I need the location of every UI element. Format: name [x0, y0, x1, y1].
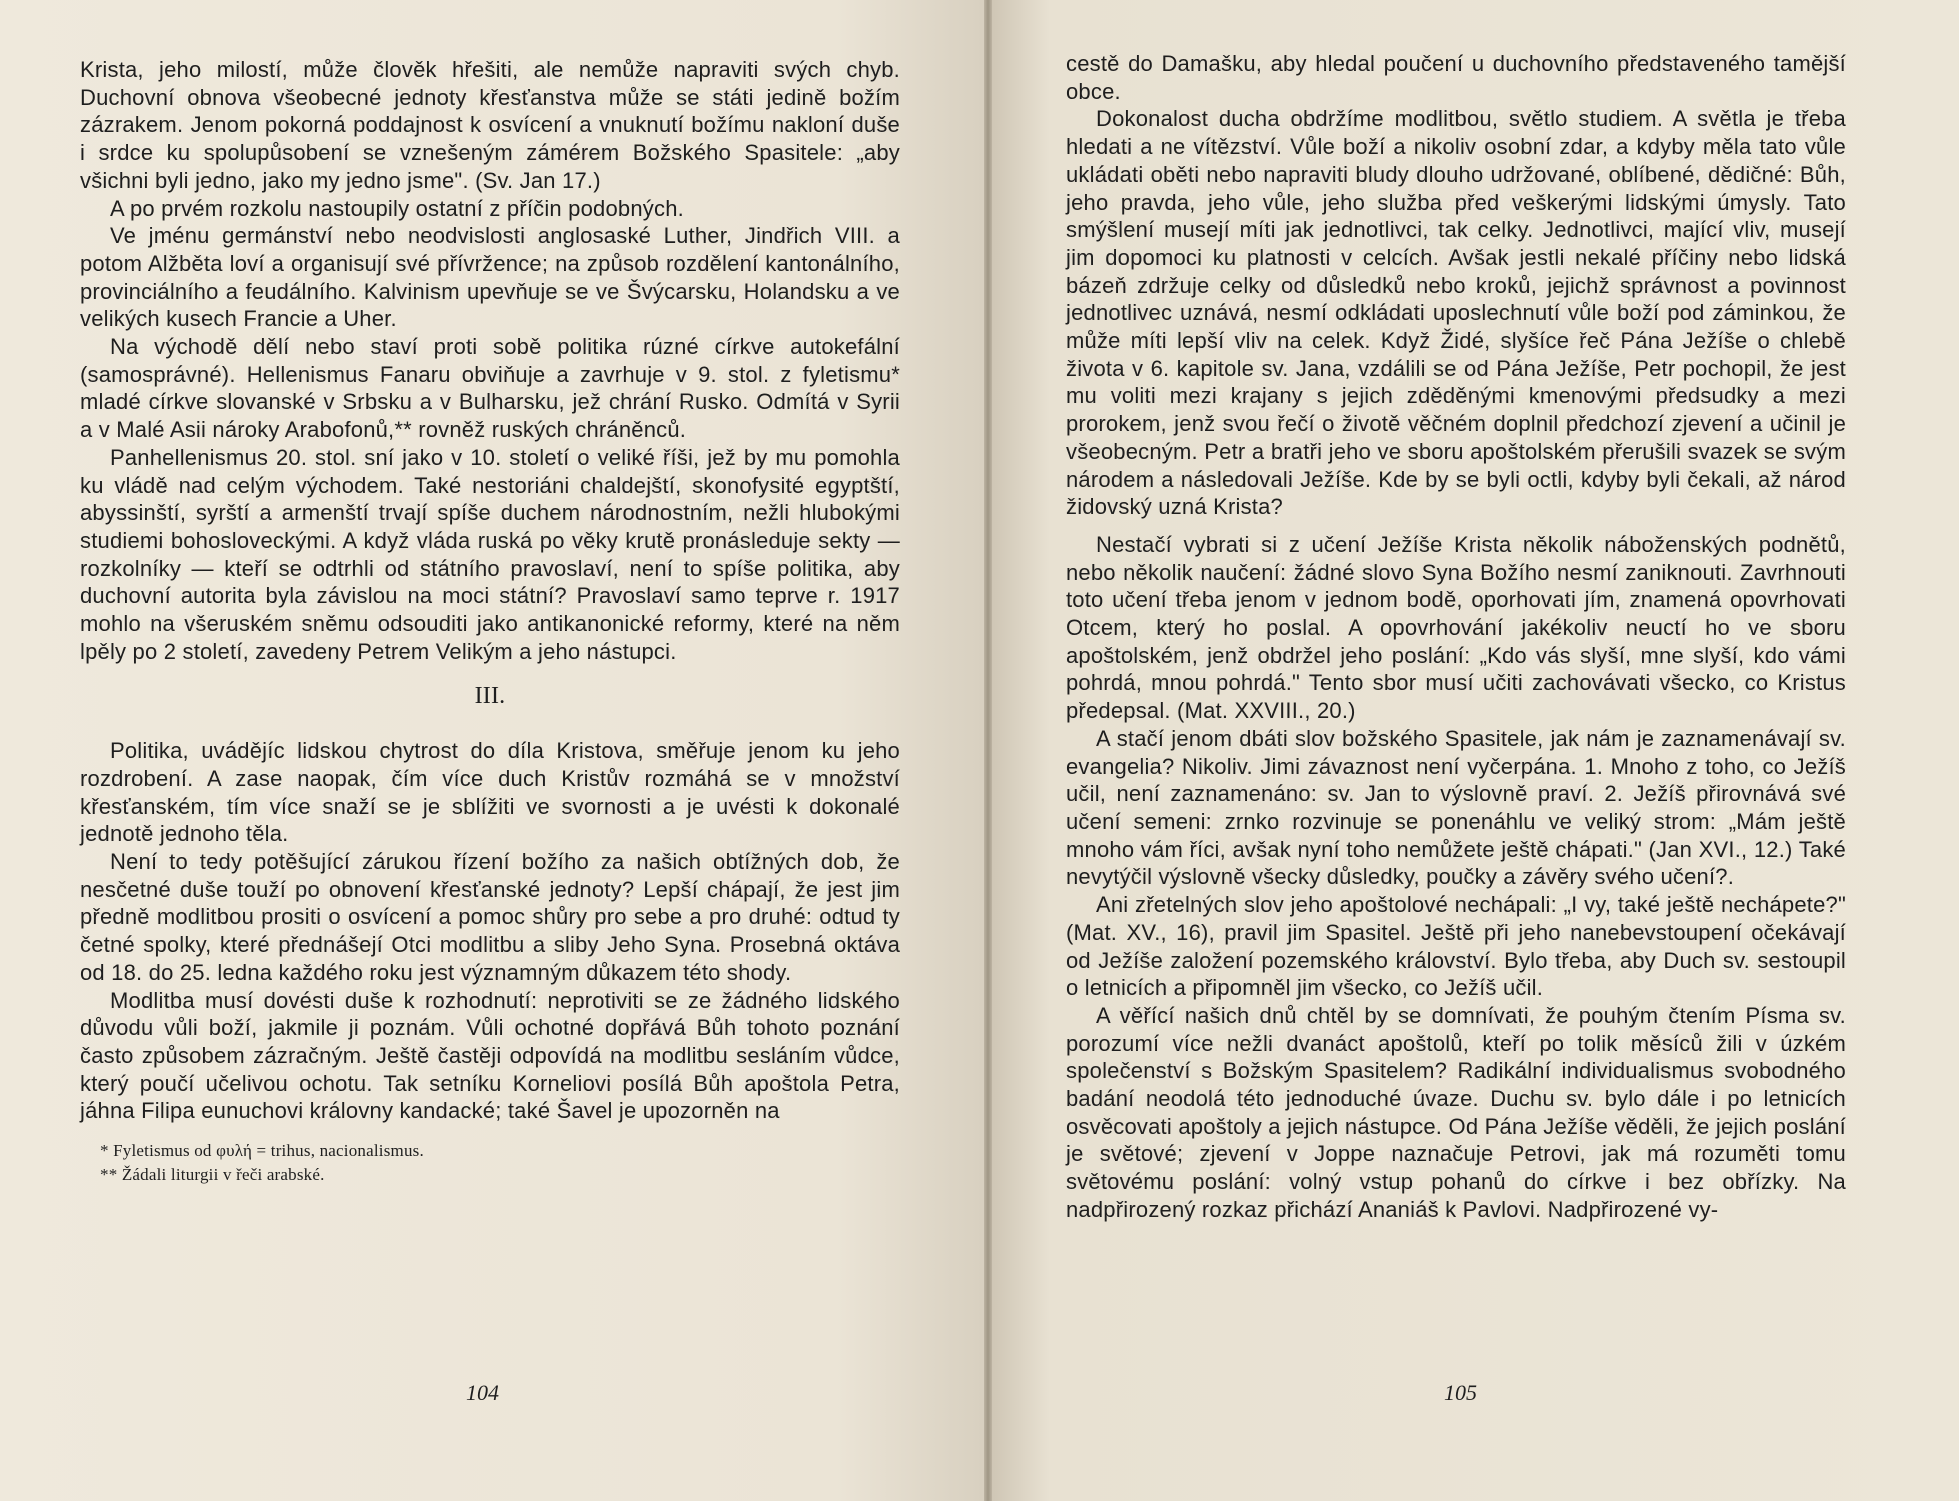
- paragraph: Nestačí vybrati si z učení Ježíše Krista několik náboženských podnětů, nebo několik naučení: žádné slovo Syna Božího nesmí zaniknouti. Zavrhnouti toto učení třeba jenom v jednom bodě, oporhovati jím, znamená opovrhovati Otcem, který ho poslal. A opovrhování jakékoliv neuctí ho ve sboru apoštolském, jenž obdržel jeho poslání: „Kdo vás slyší, mne slyší, kdo vámi pohrdá, mnou pohrdá." Tento sbor musí učiti zachovávati všecko, co Kristus předepsal. (Mat. XXVIII., 20.): [1066, 531, 1846, 724]
- paragraph: Krista, jeho milostí, může člověk hřešiti, ale nemůže napraviti svých chyb. Duchovní obnova všeobecné jednoty křesťanstva může se státi jedině božím zázrakem. Jenom pokorná poddajnost k osvícení a vnuknutí božímu nakloní duše i srdce ku spolupůsobení se vznešeným zámérem Božského Spasitele: „aby všichni byli jedno, jako my jedno jsme". (Sv. Jan 17.): [80, 57, 900, 193]
- paragraph: cestě do Damašku, aby hledal poučení u duchovního představeného tamější obce.: [1066, 51, 1846, 104]
- left-page-text: [80, 56, 900, 1187]
- footnotes: [80, 1139, 900, 1187]
- paragraph: A věřící našich dnů chtěl by se domnívati, že pouhým čtením Písma sv. porozumí více nežli dvanáct apoštolů, kteří po tolik měsíců žili v úzkém společenství s Božským Spasitelem? Radikální individualismus svobodného badání neodolá této jednoduché úvaze. Duchu sv. bylo dále i po letnicích osvěcovati apoštoly a jejich nástupce. Od Pána Ježíše věděli, že jejich poslání je světové; zjevení v Joppe naznačuje Petrovi, jak má rozuměti tomu světovému poslání: volný vstup pohanů do církve i bez obřízky. Na nadpřirozený rozkaz přichází Ananiáš k Pavlovi. Nadpřirozené vy-: [1066, 1002, 1846, 1222]
- page-number: 104: [466, 1380, 499, 1405]
- right-page-text: [1066, 50, 1846, 1224]
- paragraph: Na východě dělí nebo staví proti sobě politika rúzné církve autokefální (samosprávné). Hellenismus Fanaru obviňuje a zavrhuje v 9. stol. z fyletismu* mladé církve slovanské v Srbsku a v Bulharsku, jež chrání Rusko. Odmítá v Syrii a v Malé Asii nároky Arabofonů,** rovněž ruských chráněnců.: [80, 334, 900, 443]
- paragraph: A stačí jenom dbáti slov božského Spasitele, jak nám je zaznamenávají sv. evangelia? Nikoliv. Jimi závaznost není vyčerpána. 1. Mnoho z toho, co Ježíš učil, není zaznamenáno: sv. Jan to výslovně praví. 2. Ježíš přirovnává své učení semeni: zrnko rozvinuje se ponenáhlu ve veliký strom: „Mám ještě mnoho vám říci, avšak nyní toho nemůžete ještě chápati." (Jan XVI., 12.) Také nevytýčil výslovně všecky důsledky, poučky a závěry svého učení?.: [1066, 725, 1846, 890]
- section-heading: III.: [474, 683, 506, 710]
- paragraph: Není to tedy potěšující zárukou řízení božího za našich obtížných dob, že nesčetné duše touží po obnovení křesťanské jednoty? Lepší chápají, že jest jim předně modlitbou prositi o osvícení a pomoc shůry pro sebe a pro druhé: odtud ty četné spolky, které přednášejí Otci modlitbu a sliby Jeho Syna. Prosebná oktáva od 18. do 25. ledna každého roku jest významným důkazem této shody.: [80, 848, 900, 985]
- paragraph: Dokonalost ducha obdržíme modlitbou, světlo studiem. A světla je třeba hledati a ne vítězství. Vůle boží a nikoliv osobní zdar, a kdyby měla tato vůle ukládati oběti nebo napraviti bludy dlouho udržované, oblíbené, dědičné: Bůh, jeho pravda, jeho vůle, jeho služba před veškerými lidskými úmysly. Tato smýšlení musejí míti jak jednotlivci, tak celky. Jednotlivci, mající vliv, musejí jim dopomoci ku platnosti v celcích. Avšak jestli nekalé příčiny nebo lidská bázeň zdržuje celky od důsledků nebo kroků, jejichž správnost a povinnost jednotlivec uznává, nesmí odkládati uposlechnutí vůle boží pod záminkou, že může míti lepší vliv na celek. Když Židé, slyšíce řeč Pána Ježíše o chlebě života v 6. kapitole sv. Jana, vzdálili se od Pána Ježíše, Petr pochopil, že jest mu voliti mezi krajany s jejich zděděnými kmenovými předsudky a mezi prorokem, jenž svou řečí o životě věčném doplnil předchozí zjevení a učinil je všeobecným. Petr a bratři jeho ve sboru apoštolském přerušili svazek se svým národem a následovali Ježíše. Kde by se byli octli, kdyby byli čekali, až národ židovský uzná Krista?: [1066, 106, 1846, 520]
- page-number: 105: [1444, 1380, 1477, 1405]
- right-page: [992, 0, 1959, 1501]
- paragraph: Politika, uvádějíc lidskou chytrost do díla Kristova, směřuje jenom ku jeho rozdrobení. A zase naopak, čím více duch Kristův rozmáhá se v množství křesťanském, tím více snaží se je sblížiti ve svornosti a je uvésti k dokonalé jednotě jednoho těla.: [80, 738, 900, 847]
- footnote: * Fyletismus od φυλή = trihus, nacionalismus.: [100, 1141, 424, 1161]
- paragraph: A po prvém rozkolu nastoupily ostatní z příčin podobných.: [110, 195, 684, 221]
- book-gutter: [984, 0, 992, 1501]
- paragraph: Modlitba musí dovésti duše k rozhodnutí: neprotiviti se ze žádného lidského důvodu vůli boží, jakmile ji poznám. Vůli ochotné dopřává Bůh tohoto poznání často způsobem zázračným. Ještě častěji odpovídá na modlitbu sesláním vůdce, který poučí učelivou ochotu. Tak setníku Korneliovi posílá Bůh apoštola Petra, jáhna Filipa eunuchovi královny kandacké; také Šavel je upozorněn na: [80, 987, 900, 1124]
- paragraph: Ani zřetelných slov jeho apoštolové nechápali: „I vy, také ještě nechápete?" (Mat. XV., 16), pravil jim Spasitel. Ještě při jeho nanebevstoupení očekávají od Ježíše založení pozemského království. Bylo třeba, aby Duch sv. sestoupil o letnicích a připomněl jim všecko, co Ježíš učil.: [1066, 892, 1846, 1001]
- paragraph: Panhellenismus 20. stol. sní jako v 10. století o veliké říši, jež by mu pomohla ku vládě nad celým východem. Také nestoriáni chaldejští, skonofysité egyptští, abyssinští, syrští a armenští trvají spíše duchem národnostním, nežli hlubokými studiemi bohosloveckými. A když vláda ruská po věky krutě pronásleduje sekty — rozkolníky — kteří se odtrhli od státního pravoslaví, není to spíše politika, aby duchovní autorita byla závislou na moci státní? Pravoslaví samo teprve r. 1917 mohlo na všeruském sněmu odsouditi jako antikanonické reformy, které na něm lpěly po 2 století, zavedeny Petrem Velikým a jeho nástupci.: [80, 444, 900, 664]
- footnote: ** Žádali liturgii v řeči arabské.: [100, 1165, 325, 1185]
- paragraph: Ve jménu germánství nebo neodvislosti anglosaské Luther, Jindřich VIII. a potom Alžběta loví a organisují své přívržence; na způsob rozdělení kantonálního, provinciálního a feudálního. Kalvinism upevňuje se ve Švýcarsku, Holandsku a ve velikých kusech Francie a Uher.: [80, 223, 900, 332]
